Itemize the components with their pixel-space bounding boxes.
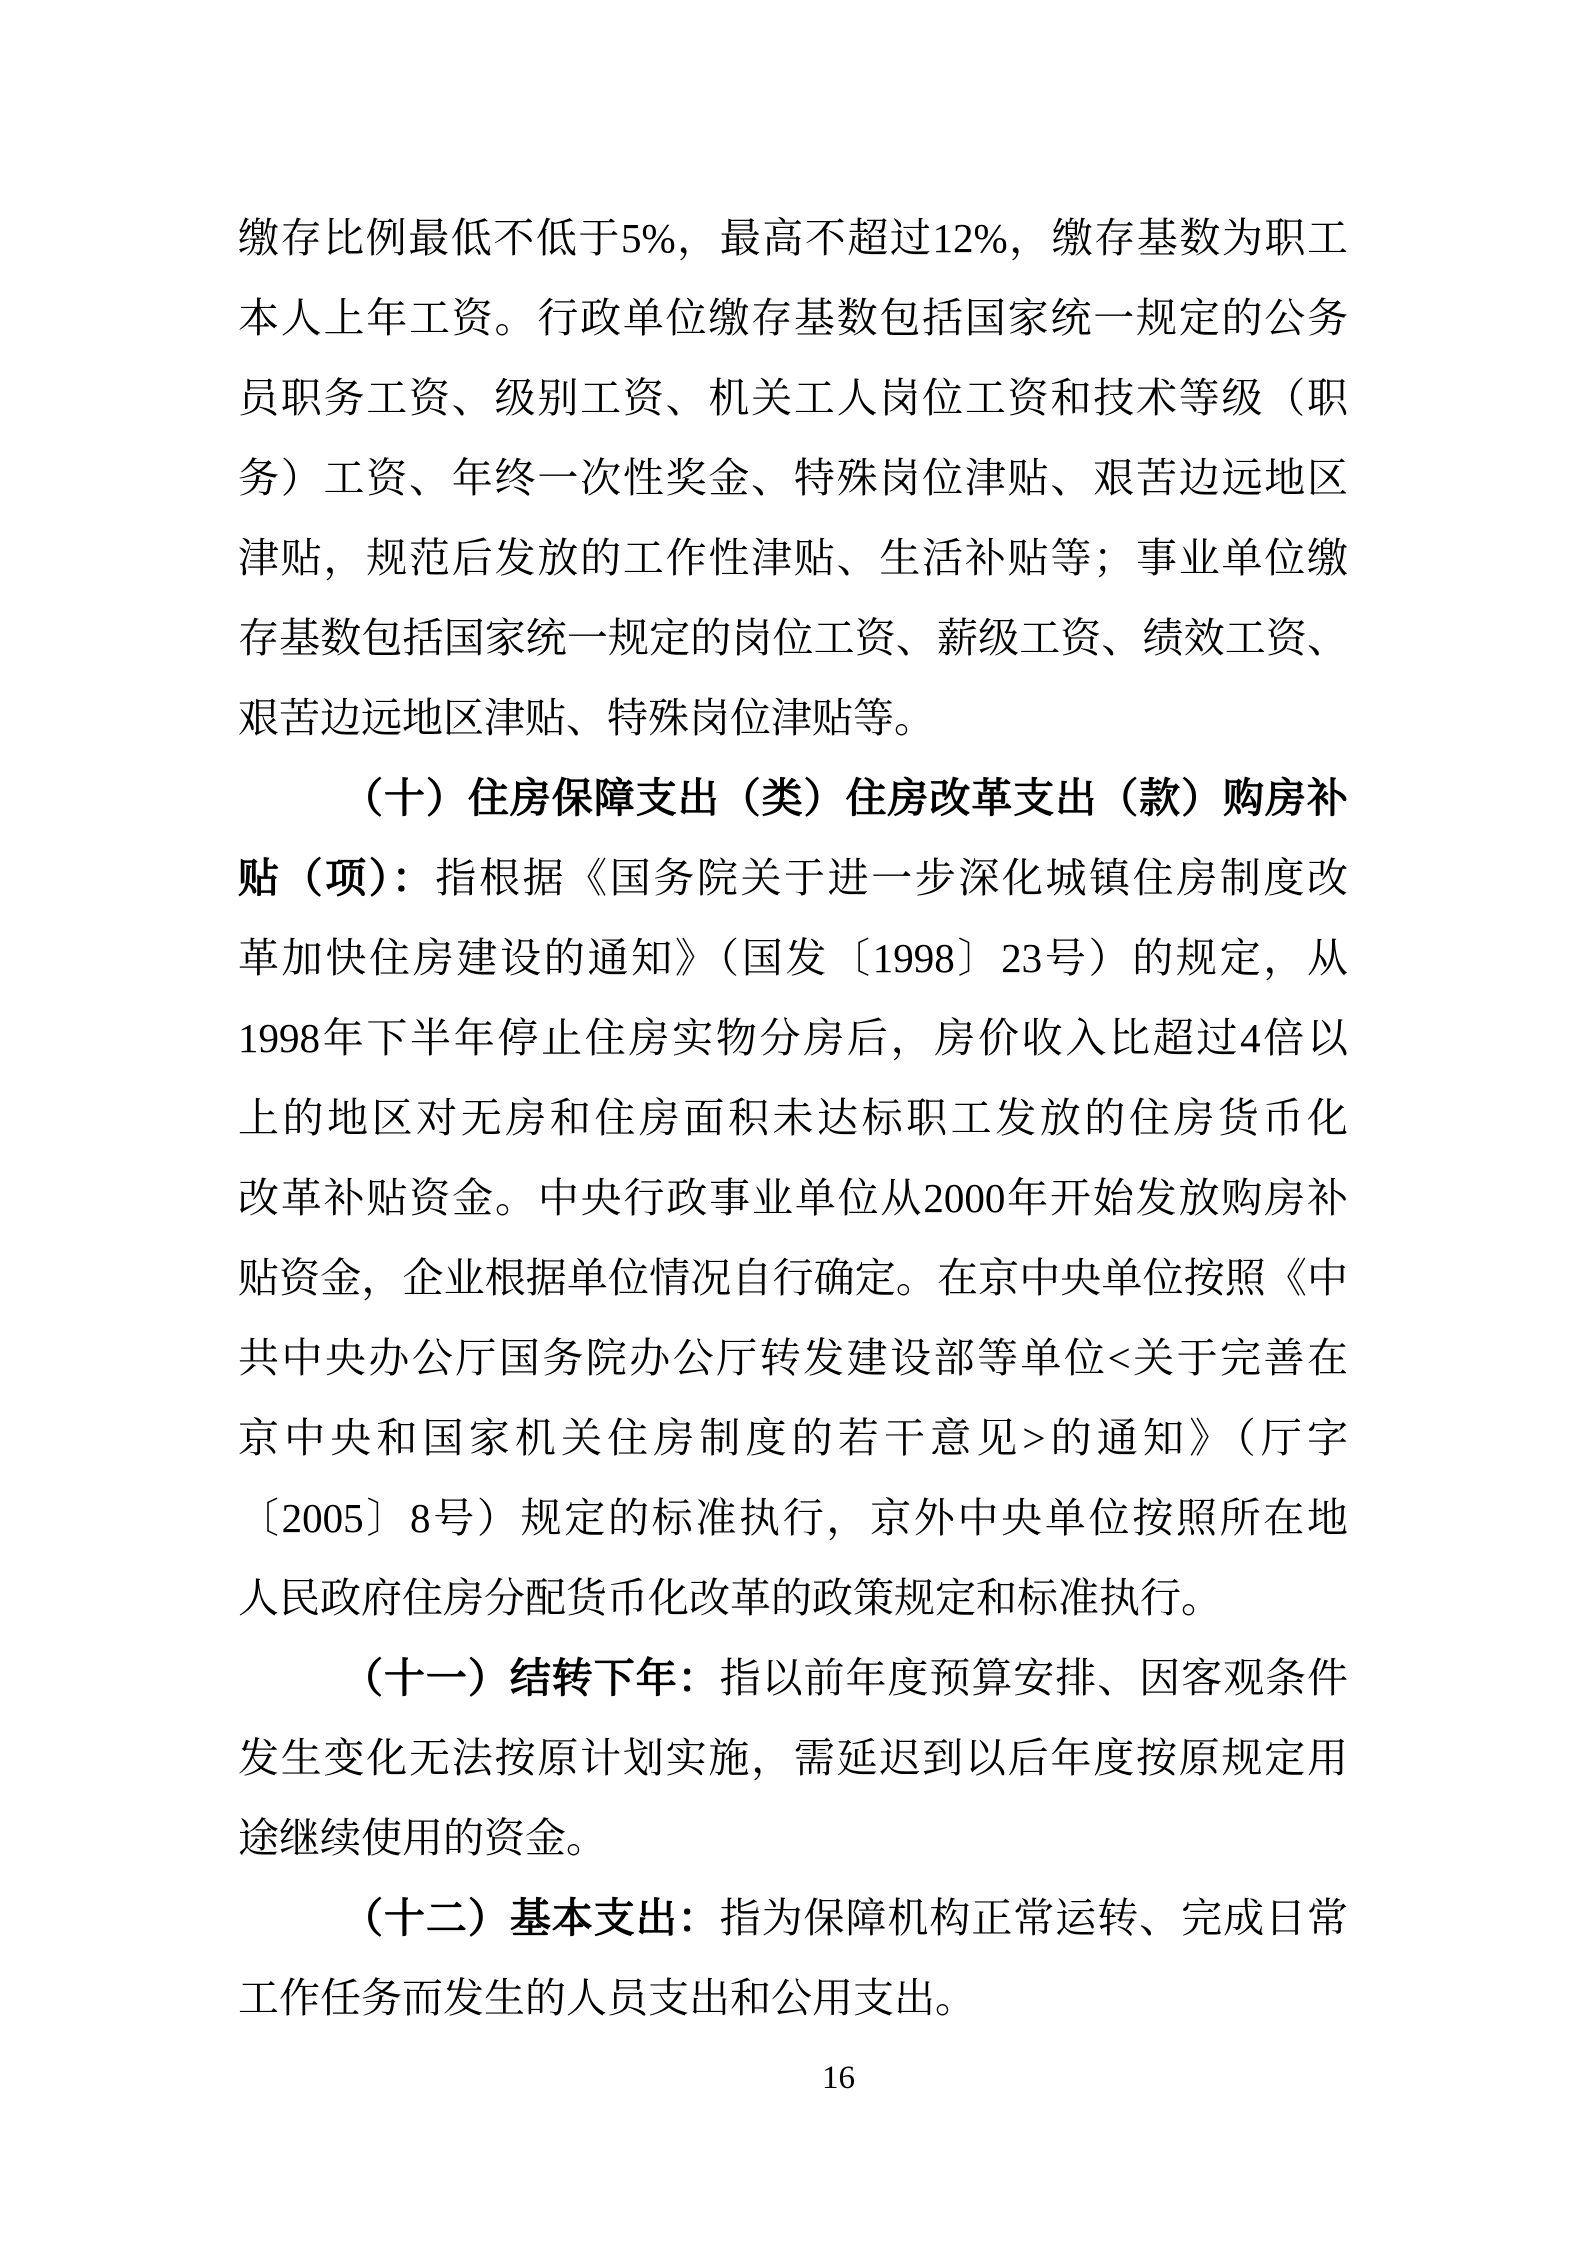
text-line [238, 598, 1348, 678]
text-line [238, 438, 1348, 518]
text-segment: 人民政府住房分配货币化改革的政策规定和标准执行。 [238, 1575, 1222, 1621]
text-segment-heading: （十一）结转下年： [342, 1655, 720, 1701]
text-segment: 津贴，规范后发放的工作性津贴、生活补贴等；事业单位缴 [238, 535, 1348, 581]
text-segment: 缴存比例最低不低于5%，最高不超过12%，缴存基数为职工 [238, 215, 1348, 261]
text-line [238, 998, 1348, 1078]
text-segment: 指为保障机构正常运转、完成日常 [719, 1895, 1348, 1941]
text-segment: 发生变化无法按原计划实施，需延迟到以后年度按原规定用 [238, 1735, 1348, 1781]
document-body [238, 198, 1348, 2038]
text-segment: 1998年下半年停止住房实物分房后，房价收入比超过4倍以 [238, 1015, 1348, 1061]
text-line [238, 1718, 1348, 1798]
text-segment: 指以前年度预算安排、因客观条件 [719, 1655, 1348, 1701]
text-line [238, 1958, 1348, 2038]
text-segment: 上的地区对无房和住房面积未达标职工发放的住房货币化 [238, 1095, 1348, 1141]
page-number: 16 [822, 2060, 855, 2096]
text-segment-heading: （十二）基本支出： [342, 1895, 720, 1941]
text-line [238, 918, 1348, 998]
text-segment: 共中央办公厅国务院办公厅转发建设部等单位<关于完善在 [238, 1335, 1348, 1381]
text-segment: 改革补贴资金。中央行政事业单位从2000年开始发放购房补 [238, 1175, 1348, 1221]
text-segment: 本人上年工资。行政单位缴存基数包括国家统一规定的公务 [238, 295, 1348, 341]
text-line [238, 1318, 1348, 1398]
text-line [238, 198, 1348, 278]
text-segment: 员职务工资、级别工资、机关工人岗位工资和技术等级（职 [238, 375, 1348, 421]
text-line [238, 1798, 1348, 1878]
text-segment: 艰苦边远地区津贴、特殊岗位津贴等。 [238, 695, 935, 741]
text-line [238, 838, 1348, 918]
text-line [238, 358, 1348, 438]
text-line [238, 1158, 1348, 1238]
text-segment: 存基数包括国家统一规定的岗位工资、薪级工资、绩效工资、 [238, 615, 1348, 661]
text-segment-heading: 贴（项）： [238, 855, 436, 901]
text-segment: 〔2005〕8号）规定的标准执行，京外中央单位按照所在地 [238, 1495, 1348, 1541]
text-line [238, 1878, 1348, 1958]
text-line [238, 758, 1348, 838]
text-line [238, 518, 1348, 598]
text-segment: 务）工资、年终一次性奖金、特殊岗位津贴、艰苦边远地区 [238, 455, 1348, 501]
text-segment: 京中央和国家机关住房制度的若干意见>的通知》（厅字 [238, 1415, 1348, 1461]
text-segment: 革加快住房建设的通知》（国发〔1998〕23号）的规定，从 [238, 935, 1348, 981]
text-segment-heading: （十）住房保障支出（类）住房改革支出（款）购房补 [342, 775, 1348, 821]
text-line [238, 1478, 1348, 1558]
text-segment: 贴资金，企业根据单位情况自行确定。在京中央单位按照《中 [238, 1255, 1348, 1301]
text-segment: 指根据《国务院关于进一步深化城镇住房制度改 [435, 855, 1348, 901]
text-segment: 工作任务而发生的人员支出和公用支出。 [238, 1975, 976, 2021]
text-line [238, 1238, 1348, 1318]
text-line [238, 1558, 1348, 1638]
text-line [238, 278, 1348, 358]
text-line [238, 678, 1348, 758]
text-line [238, 1078, 1348, 1158]
text-line [238, 1638, 1348, 1718]
text-segment: 途继续使用的资金。 [238, 1815, 607, 1861]
text-line [238, 1398, 1348, 1478]
